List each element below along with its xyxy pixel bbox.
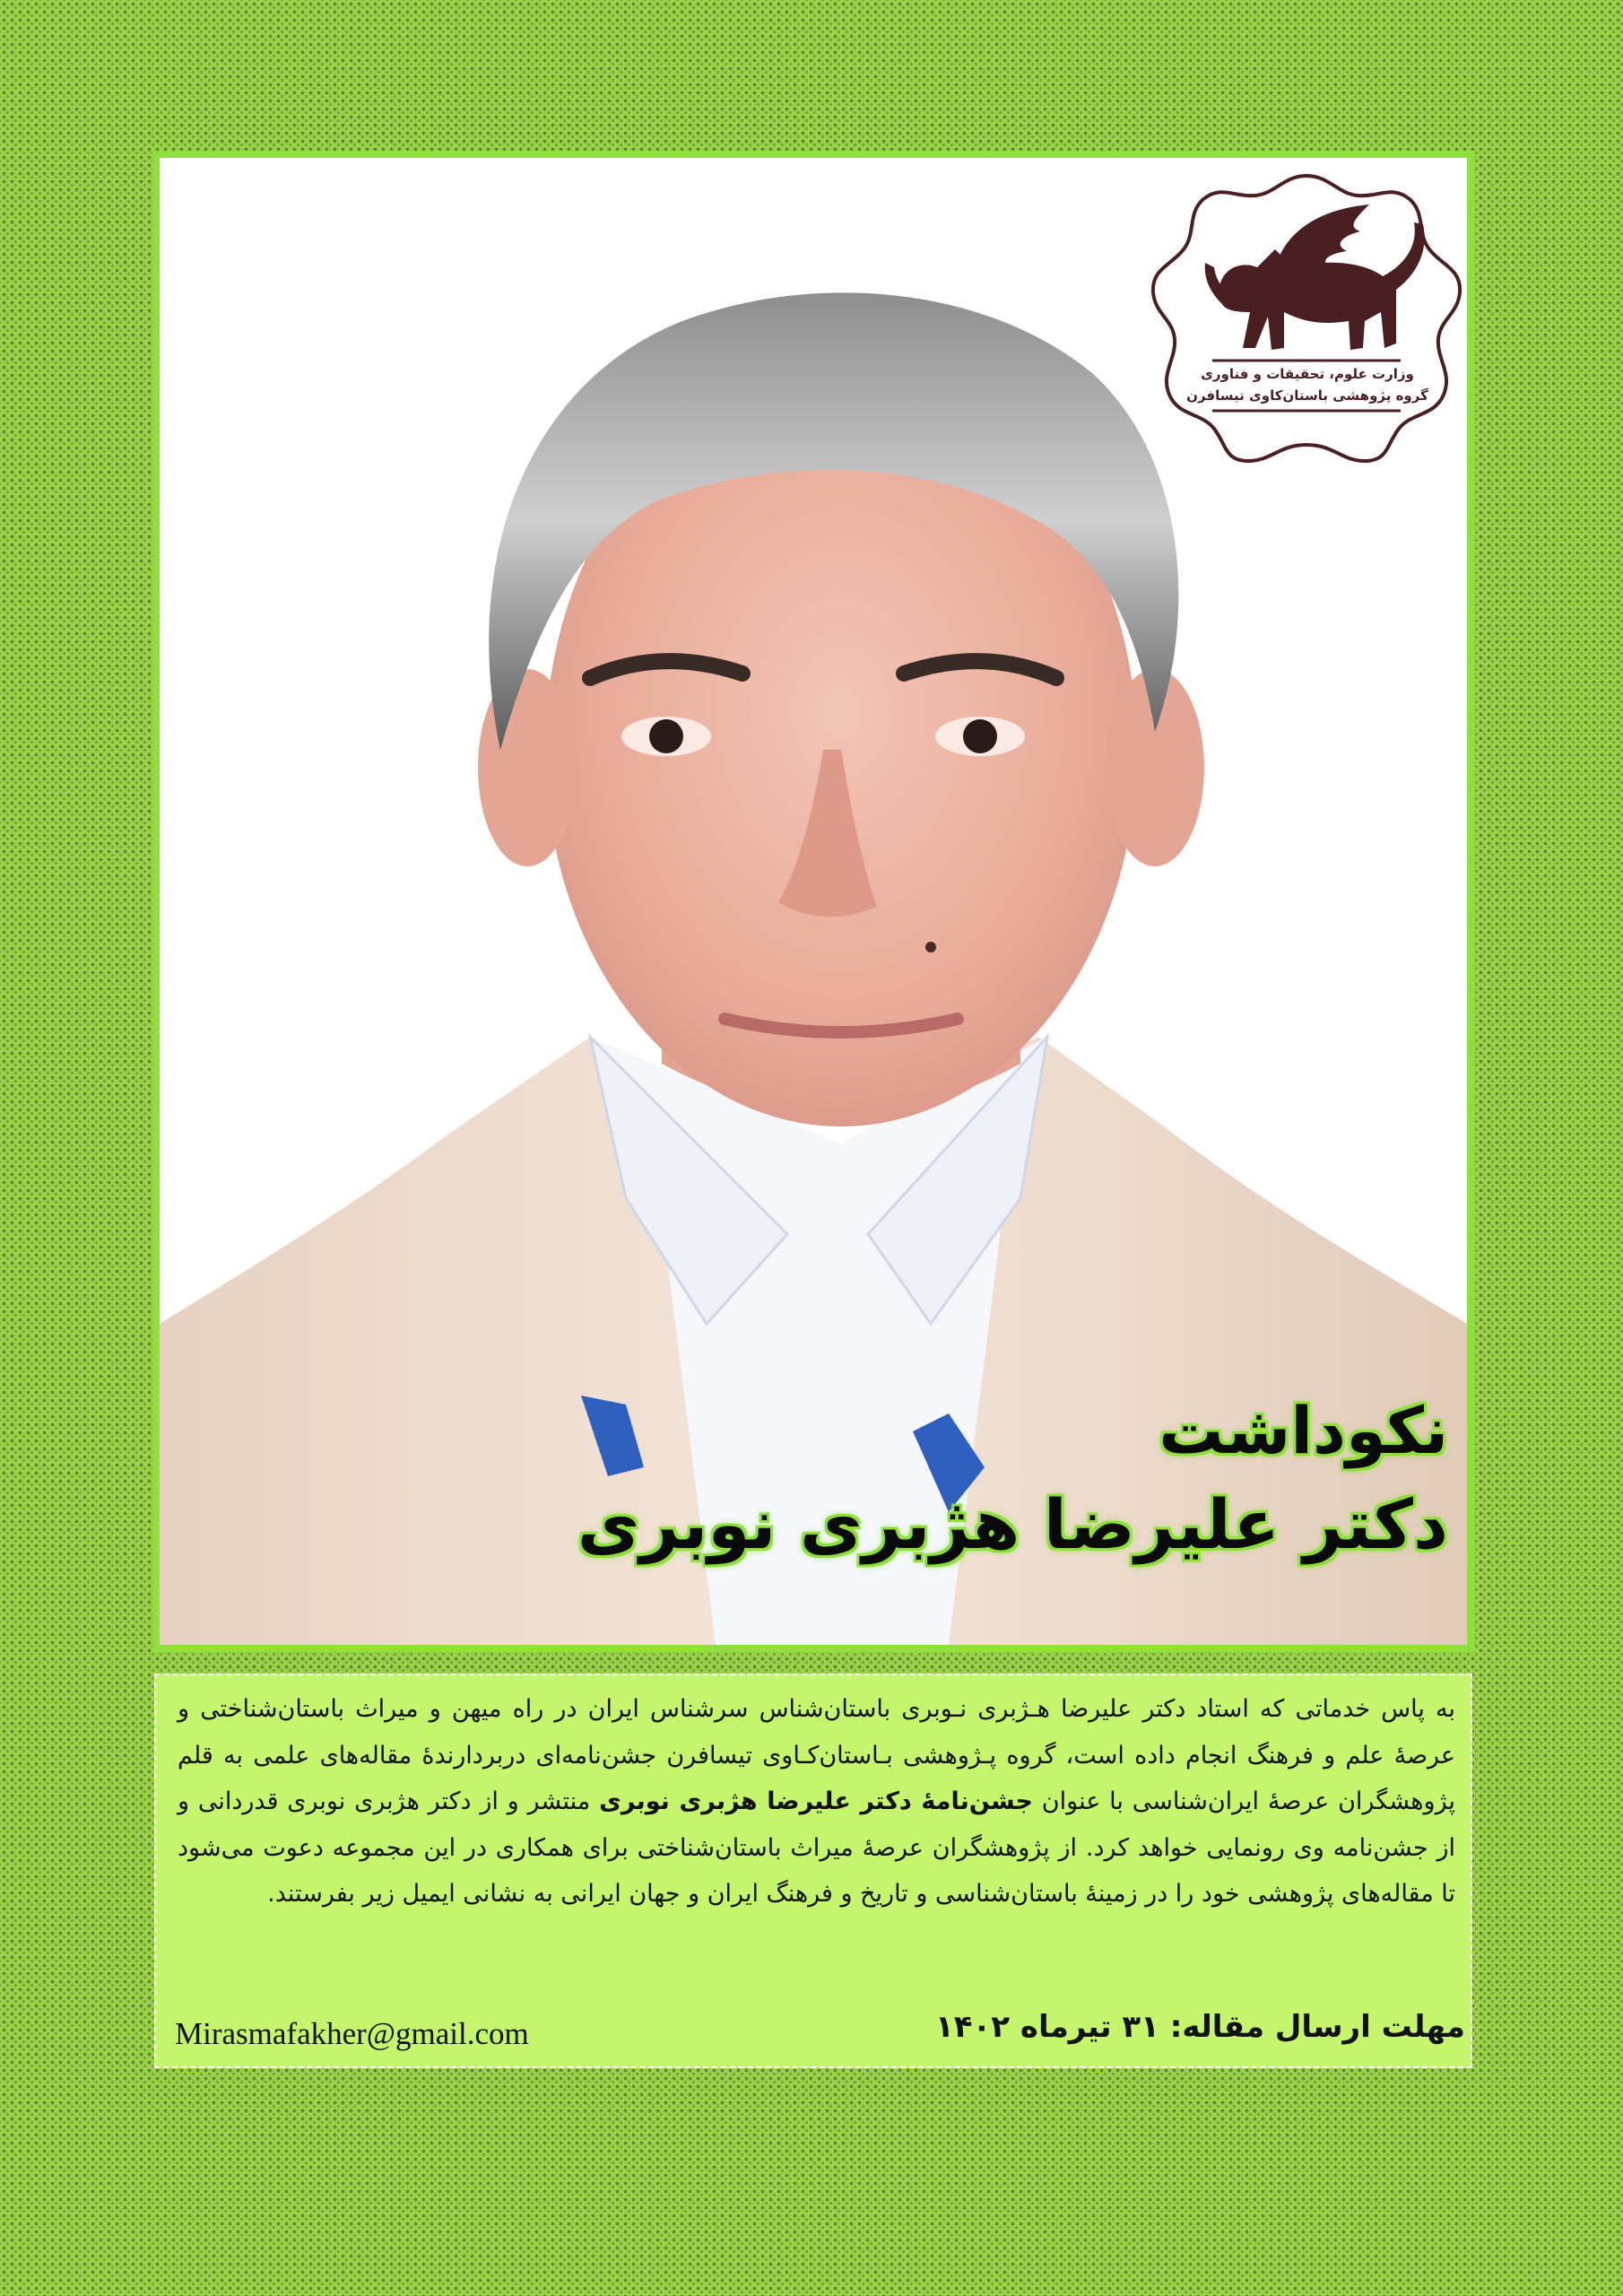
logo-ministry-text: وزارت علوم، تحقیقات و فناوری xyxy=(1201,366,1414,382)
title-name: دکتر علیرضا هژبری نوبری xyxy=(577,1484,1448,1564)
contact-email[interactable]: Mirasmafakher@gmail.com xyxy=(175,2016,529,2051)
submission-deadline: مهلت ارسال مقاله: ۳۱ تیرماه ۱۴۰۲ xyxy=(935,2009,1465,2045)
festschrift-title: جشن‌نامهٔ دکتر علیرضا هژبری نوبری xyxy=(599,1787,1033,1815)
title-honor: نکوداشت xyxy=(1159,1393,1448,1468)
announcement-text-part1: به پاس خدماتی که استاد دکتر علیرضا هـژبری نـوبری باستان‌شناس سرشناس ایران در راه میهن و میراث باستان‌شناختی و عرصهٔ علم و فرهنگ انجام داده است، گروه پـژوهشی بـاستان‌کـاوی تیسافرن جشن‌نامه‌ای دربردارندهٔ مقاله‌های علمی به قلم پژوهشگران عرصهٔ ایران‌شناسی با عنوان xyxy=(178,1695,1455,1815)
lamassu-seal-logo xyxy=(1150,169,1463,465)
title-block xyxy=(577,1386,1448,1574)
logo-group-text: گروه پژوهشی باستان‌کاوی تیسافرن xyxy=(1186,387,1428,404)
announcement-text xyxy=(178,1686,1455,1918)
announcement-text-part2: منتشر و از دکتر هژبری نوبری قدردانی و از جشن‌نامه وی رونمایی خواهد کرد. از پژوهشگران عرصهٔ میراث باستان‌شناختی برای همکاری در این مجموعه دعوت می‌شود تا مقاله‌های پژوهشی خود را در زمینهٔ باستان‌شناسی و تاریخ و فرهنگ ایران و جهان ایرانی به نشانی ایمیل زیر بفرستند. xyxy=(178,1787,1455,1908)
